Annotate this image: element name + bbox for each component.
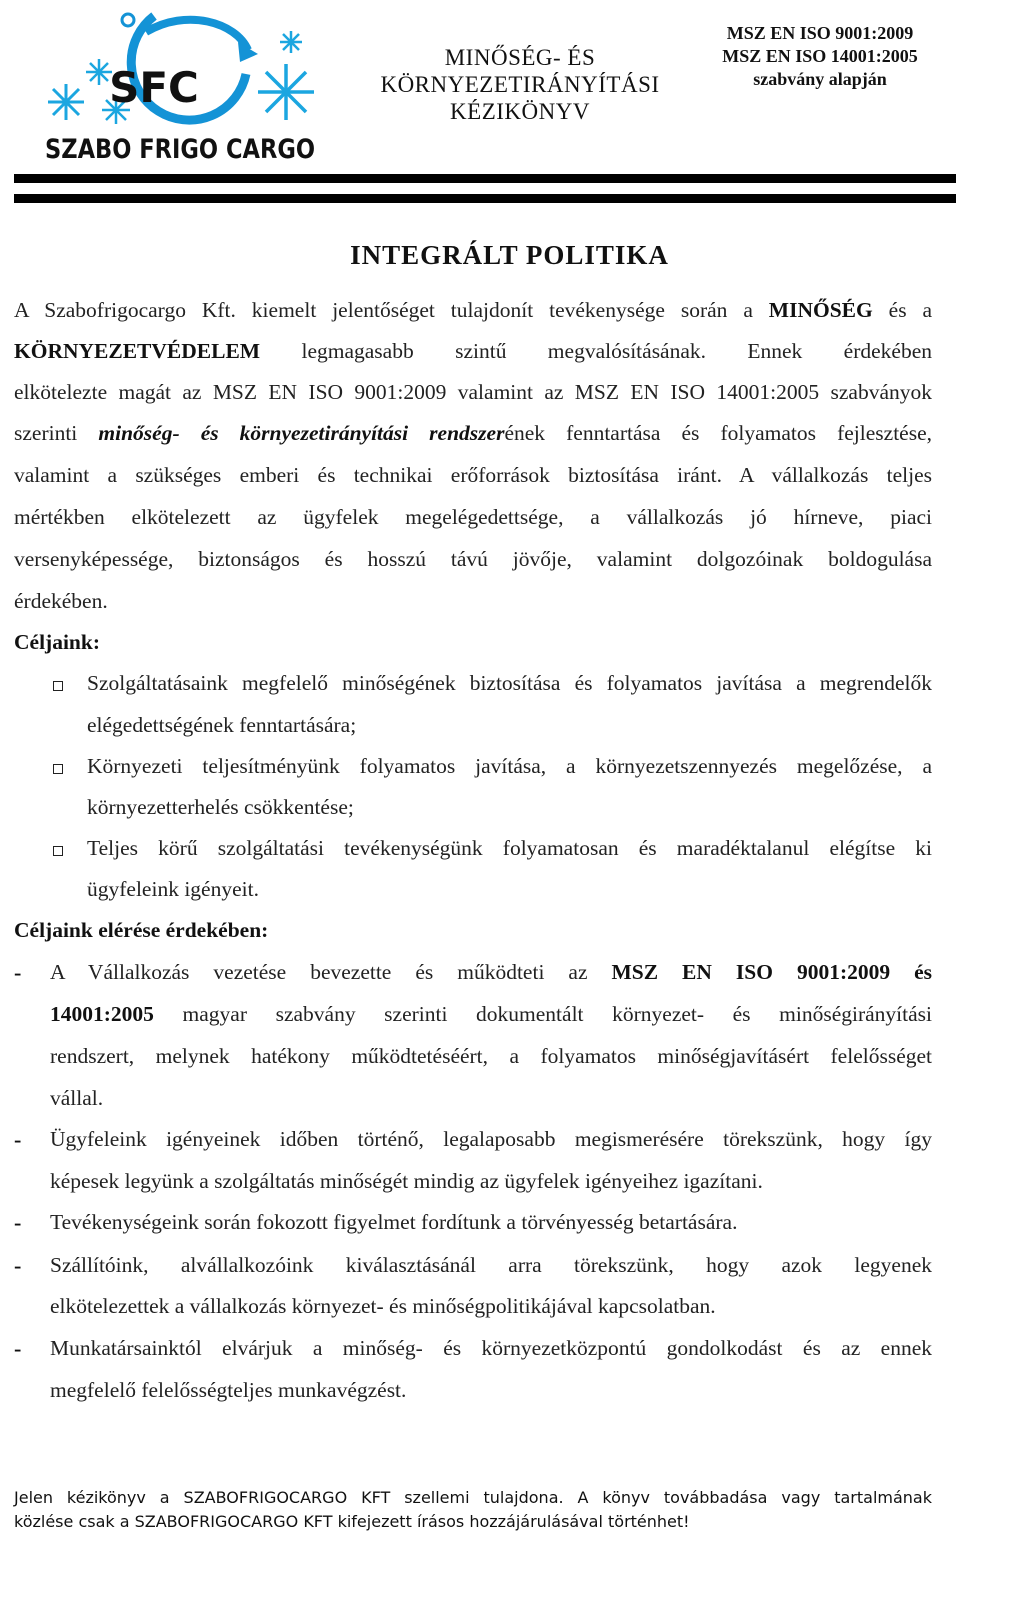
means-heading: Céljaink elérése érdekében: — [14, 918, 269, 942]
list-item: Tevékenységeink során fokozott figyelmet fordítunk a törvényesség betartására. — [50, 1210, 738, 1234]
dash-bullet: - — [14, 1210, 22, 1235]
list-item: ügyfeleink igényeit. — [87, 877, 259, 901]
intro-line: valamint a szükséges emberi és technikai erőforrások biztosítása iránt. A vállalkozás teljes — [14, 463, 932, 487]
list-item: környezetterhelés csökkentése; — [87, 795, 354, 819]
list-item: A Vállalkozás vezetése bevezette és működteti az MSZ EN ISO 9001:2009 és — [50, 960, 932, 984]
svg-text:SFC: SFC — [109, 63, 199, 112]
list-item: Szolgáltatásaink megfelelő minőségének biztosítása és folyamatos javítása a megrendelők — [87, 671, 932, 695]
list-item: vállal. — [50, 1086, 104, 1110]
standard-reference: MSZ EN ISO 9001:2009 MSZ EN ISO 14001:2005 szabvány alapján — [722, 23, 918, 89]
intro-line: mértékben elkötelezett az ügyfelek megelégedettsége, a vállalkozás jó hírneve, piaci — [14, 505, 932, 529]
dash-bullet: - — [14, 960, 22, 985]
list-item: rendszert, melynek hatékony működtetéséért, a folyamatos minőségjavításért felelősséget — [50, 1044, 932, 1068]
svg-text:SZABO FRIGO CARGO: SZABO FRIGO CARGO — [45, 134, 315, 165]
list-item: Ügyfeleink igényeinek időben történő, legalaposabb megismerésére törekszünk, hogy így — [50, 1127, 932, 1151]
footer-notice-line: Jelen kézikönyv a SZABOFRIGOCARGO KFT szellemi tulajdona. A könyv továbbadása vagy tartalmának — [14, 1488, 932, 1507]
list-item: Munkatársainktól elvárjuk a minőség- és környezetközpontú gondolkodást és az ennek — [50, 1336, 932, 1360]
intro-line: KÖRNYEZETVÉDELEM legmagasabb szintű megvalósításának. Ennek érdekében — [14, 339, 932, 363]
checkbox-bullet-icon — [53, 681, 63, 691]
list-item: elkötelezettek a vállalkozás környezet- és minőségpolitikájával kapcsolatban. — [50, 1294, 716, 1318]
dash-bullet: - — [14, 1253, 22, 1278]
checkbox-bullet-icon — [53, 846, 63, 856]
footer-notice-line: közlése csak a SZABOFRIGOCARGO KFT kifejezett írásos hozzájárulásával történhet! — [14, 1512, 690, 1531]
list-item: Teljes körű szolgáltatási tevékenységünk folyamatosan és maradéktalanul elégítse ki — [87, 836, 932, 860]
checkbox-bullet-icon — [53, 764, 63, 774]
list-item: Környezeti teljesítményünk folyamatos javítása, a környezetszennyezés megelőzése, a — [87, 754, 932, 778]
list-item: elégedettségének fenntartására; — [87, 713, 357, 737]
header-rule-bottom — [14, 194, 956, 203]
sfc-logo-icon — [36, 2, 324, 172]
intro-line: érdekében. — [14, 589, 108, 613]
list-item: megfelelő felelősségteljes munkavégzést. — [50, 1378, 407, 1402]
list-item: képesek legyünk a szolgáltatás minőségét mindig az ügyfelek igényeihez igazítani. — [50, 1169, 763, 1193]
dash-bullet: - — [14, 1336, 22, 1361]
snowflake-icon — [48, 84, 84, 120]
list-item: 14001:2005 magyar szabvány szerinti dokumentált környezet- és minőségirányítási — [50, 1002, 932, 1026]
intro-line: versenyképessége, biztonságos és hosszú távú jövője, valamint dolgozóinak boldogulása — [14, 547, 932, 571]
list-item: Szállítóink, alvállalkozóink kiválasztásánál arra törekszünk, hogy azok legyenek — [50, 1253, 932, 1277]
manual-title: MINŐSÉG- ÉS KÖRNYEZETIRÁNYÍTÁSI KÉZIKÖNYV — [380, 45, 660, 124]
intro-line: elkötelezte magát az MSZ EN ISO 9001:2009 valamint az MSZ EN ISO 14001:2005 szabványok — [14, 380, 932, 404]
company-logo — [36, 2, 324, 172]
dash-bullet: - — [14, 1127, 22, 1152]
goals-heading: Céljaink: — [14, 630, 100, 654]
intro-line: szerinti minőség- és környezetirányítási rendszerének fenntartása és folyamatos fejlesztése, — [14, 421, 933, 445]
header-rule-top — [14, 174, 956, 183]
intro-line: A Szabofrigocargo Kft. kiemelt jelentőséget tulajdonít tevékenysége során a MINŐSÉG és a — [14, 298, 933, 322]
page-title: INTEGRÁLT POLITIKA — [350, 240, 669, 270]
